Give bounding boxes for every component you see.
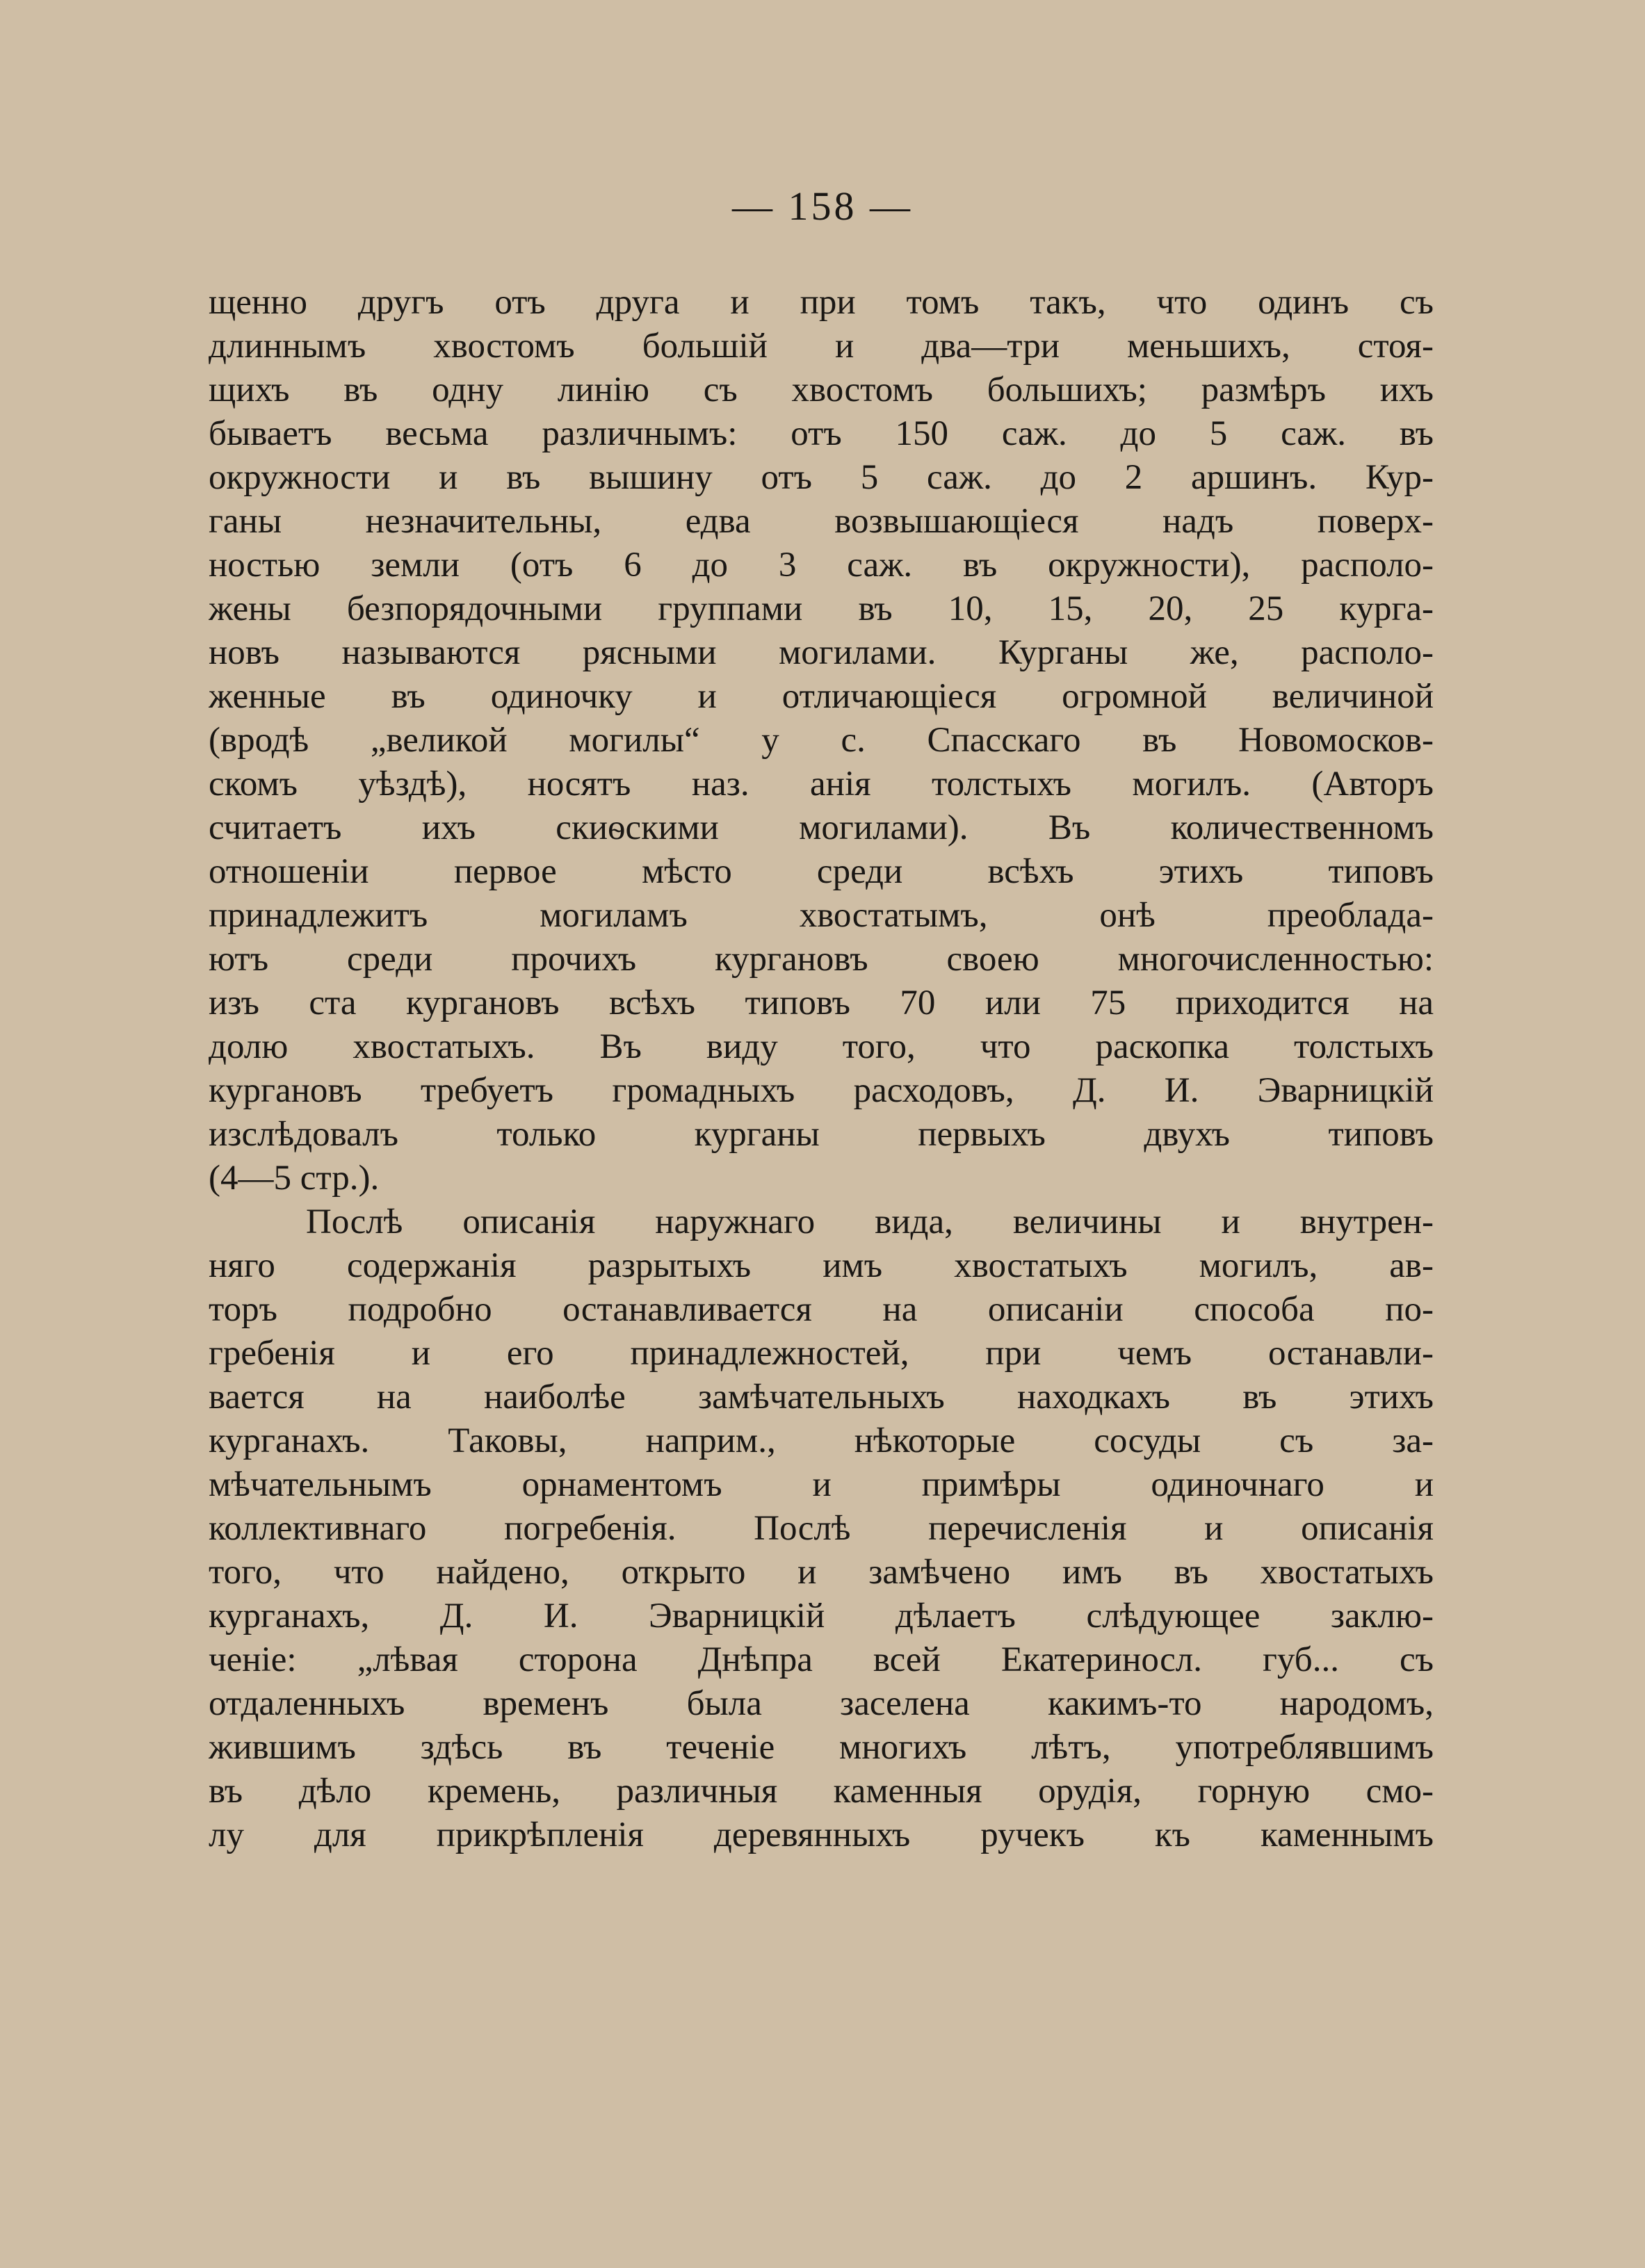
text-line: лу для прикрѣпленія деревянныхъ ручекъ къ каменнымъ: [209, 1816, 1434, 1854]
text-line: ченіе: „лѣвая сторона Днѣпра всей Екатериносл. губ... съ: [209, 1640, 1434, 1679]
text-line: отношеніи первое мѣсто среди всѣхъ этихъ типовъ: [209, 852, 1434, 891]
text-line: щихъ въ одну линію съ хвостомъ большихъ; размѣръ ихъ: [209, 370, 1434, 409]
text-line: ганы незначительны, едва возвышающіеся надъ поверх-: [209, 502, 1434, 541]
text-line: коллективнаго погребенія. Послѣ перечисленія и описанія: [209, 1509, 1434, 1548]
page-number: — 158 —: [732, 183, 913, 229]
text-line: длиннымъ хвостомъ большій и два—три меньшихъ, стоя-: [209, 327, 1434, 366]
text-line: отдаленныхъ временъ была заселена какимъ-то народомъ,: [209, 1684, 1434, 1723]
text-line: окружности и въ вышину отъ 5 саж. до 2 аршинъ. Кур-: [209, 458, 1434, 497]
text-line: ностью земли (отъ 6 до 3 саж. въ окружности), располо-: [209, 546, 1434, 585]
text-line: (4—5 стр.).: [209, 1159, 380, 1198]
text-line: скомъ уѣздѣ), носятъ наз. анія толстыхъ могилъ. (Авторъ: [209, 765, 1434, 803]
text-line: того, что найдено, открыто и замѣчено имъ въ хвостатыхъ: [209, 1553, 1434, 1592]
text-line: долю хвостатыхъ. Въ виду того, что раскопка толстыхъ: [209, 1027, 1434, 1066]
text-line: няго содержанія разрытыхъ имъ хвостатыхъ могилъ, ав-: [209, 1246, 1434, 1285]
text-line: щенно другъ отъ друга и при томъ такъ, что одинъ съ: [209, 283, 1434, 322]
text-line: изслѣдовалъ только курганы первыхъ двухъ типовъ: [209, 1115, 1434, 1154]
text-line: изъ ста кургановъ всѣхъ типовъ 70 или 75 приходится на: [209, 984, 1434, 1022]
text-line: жившимъ здѣсь въ теченіе многихъ лѣтъ, употреблявшимъ: [209, 1728, 1434, 1767]
text-line: курганахъ, Д. И. Эварницкій дѣлаетъ слѣдующее заклю-: [209, 1597, 1434, 1635]
text-line: женные въ одиночку и отличающіеся огромной величиной: [209, 677, 1434, 716]
text-line: гребенія и его принадлежностей, при чемъ останавли-: [209, 1334, 1434, 1373]
text-line: въ дѣло кремень, различныя каменныя орудія, горную смо-: [209, 1772, 1434, 1811]
text-line: (вродѣ „великой могилы“ у с. Спасскаго въ Новомосков-: [209, 721, 1434, 760]
text-line: вается на наиболѣе замѣчательныхъ находкахъ въ этихъ: [209, 1378, 1434, 1417]
text-line: жены безпорядочными группами въ 10, 15, 20, 25 курга-: [209, 589, 1434, 628]
text-line: торъ подробно останавливается на описаніи способа по-: [209, 1290, 1434, 1329]
text-line: бываетъ весьма различнымъ: отъ 150 саж. до 5 саж. въ: [209, 414, 1434, 453]
text-line: ютъ среди прочихъ кургановъ своею многочисленностью:: [209, 940, 1434, 979]
text-line: считаетъ ихъ скиѳскими могилами). Въ количественномъ: [209, 808, 1434, 847]
text-line: принадлежитъ могиламъ хвостатымъ, онѣ преоблада-: [209, 896, 1434, 935]
text-line: курганахъ. Таковы, наприм., нѣкоторые сосуды съ за-: [209, 1421, 1434, 1460]
text-line: кургановъ требуетъ громадныхъ расходовъ, Д. И. Эварницкій: [209, 1071, 1434, 1110]
text-line: Послѣ описанія наружнаго вида, величины и внутрен-: [306, 1202, 1434, 1241]
text-line: мѣчательнымъ орнаментомъ и примѣры одиночнаго и: [209, 1465, 1434, 1504]
text-line: новъ называются рясными могилами. Курганы же, располо-: [209, 633, 1434, 672]
